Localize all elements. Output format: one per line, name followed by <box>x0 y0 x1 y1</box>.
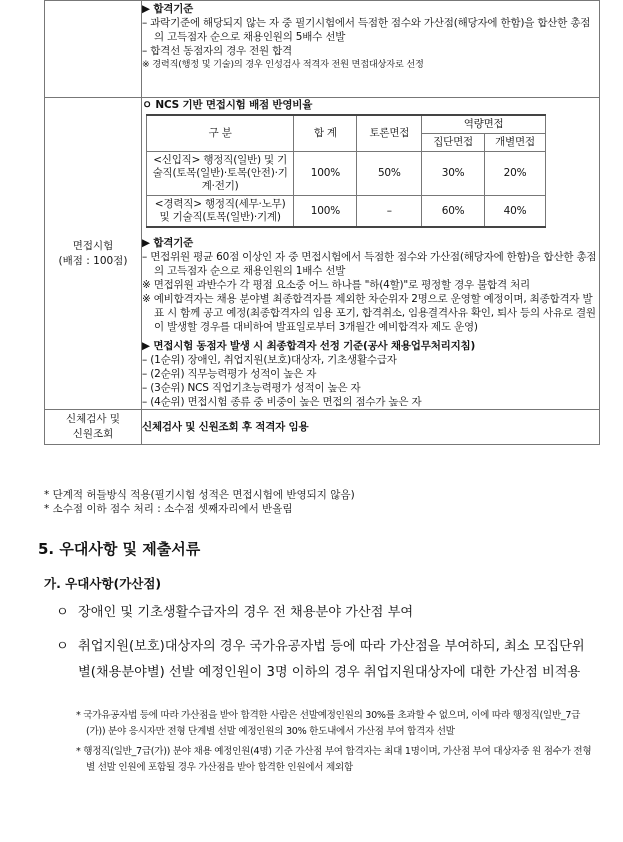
ratio-row-category: <신입직> 행정직(일반) 및 기술직(토목(일반)·토목(안전)·기계·전기) <box>147 152 294 196</box>
interview-pass-line: – 면접위원 평균 60점 이상인 자 중 면접시험에서 득점한 점수와 가산점(해당자에 한함)을 합산한 총점의 고득점자 순으로 채용인원의 1배수 선발 <box>142 251 597 277</box>
interview-label: 면접시험 <box>72 239 114 252</box>
written-exam-label-cell <box>45 1 142 98</box>
tie-break-heading: ▶ 면접시험 동점자 발생 시 최종합격자 선정 기준(공사 채용업무처리지침) <box>142 340 476 352</box>
interview-label-cell <box>45 98 142 410</box>
section-title: 5. 우대사항 및 제출서류 <box>38 540 201 558</box>
ratio-header-row-1 <box>147 115 546 134</box>
bullet-item <box>56 634 592 686</box>
ratio-header-total: 합 계 <box>294 115 357 152</box>
bullet-marker: ㅇ <box>56 605 69 620</box>
interview-ratio-table <box>146 114 546 228</box>
written-exam-row <box>45 1 600 98</box>
footnote: * 소수점 이하 점수 처리 : 소수점 셋째자리에서 반올림 <box>44 503 293 515</box>
ratio-row-individual: 40% <box>485 196 546 228</box>
written-pass-line-1: – 과락기준에 해당되지 않는 자 중 필기시험에서 득점한 점수와 가산점(해당자에 한함)을 합산한 총점의 고득점자 순으로 채용인원의 5배수 선발 <box>142 17 591 43</box>
ratio-header-debate: 토론면접 <box>357 115 422 152</box>
interview-row <box>45 98 600 410</box>
tie-break-line-3: – (3순위) NCS 직업기초능력평가 성적이 높은 자 <box>142 382 361 394</box>
ratio-row-total: 100% <box>294 196 357 228</box>
ratio-row-category: <경력직> 행정직(세무·노무) 및 기술직(토목(일반)·기계) <box>147 196 294 228</box>
check-label-1: 신체검사 및 <box>65 413 121 425</box>
written-pass-heading: ▶ 합격기준 <box>142 3 194 15</box>
interview-note-2: ※ 예비합격자는 채용 분야별 최종합격자를 제외한 차순위자 2명으로 운영할 예정이며, 최종합격자 발표 시 함께 공고 예정(최종합격자의 임용 포기, 합격취소, 임용결격사유 확인, 퇴사 등의 사유로 결원이 발생할 경우를 대비하여 발표일로부터 3개월간 예비합격자 제도 운영) <box>142 293 596 333</box>
bullet-text: 장애인 및 기초생활수급자의 경우 전 채용분야 가산점 부여 <box>78 605 414 620</box>
check-label-cell <box>45 410 142 445</box>
written-pass-line-2: – 합격선 동점자의 경우 전원 합격 <box>142 45 292 57</box>
ratio-row-individual: 20% <box>485 152 546 196</box>
ratio-row-total: 100% <box>294 152 357 196</box>
bullet-marker: ㅇ <box>56 639 69 654</box>
written-exam-criteria-cell <box>142 1 600 98</box>
preference-notes <box>76 708 596 780</box>
ratio-row-group: 60% <box>422 196 485 228</box>
subsection-title: 가. 우대사항(가산점) <box>44 576 162 591</box>
interview-score-label: (배점 : 100점) <box>58 254 128 267</box>
ratio-header-group: 집단면접 <box>422 134 485 152</box>
table-footnotes <box>44 488 355 516</box>
check-row <box>45 410 600 445</box>
written-pass-note: ※ 경력직(행정 및 기술)의 경우 인성검사 적격자 전원 면접대상자로 선정 <box>142 59 424 70</box>
interview-note-1: ※ 면접위원 과반수가 각 평점 요소중 어느 하나를 "하(4할)"로 평정할 경우 불합격 처리 <box>142 279 530 291</box>
ratio-heading: ㅇ NCS 기반 면접시험 배점 반영비율 <box>142 99 313 111</box>
ratio-row-group: 30% <box>422 152 485 196</box>
preference-note: * 국가유공자법 등에 따라 가산점을 받아 합격한 사람은 선발예정인원의 30%를 초과할 수 없으며, 이에 따라 행정직(일반_7급(가)) 분야 응시자만 전형 단계별 선발 예정인원의 30% 한도내에서 가산점 부여 합격자 선발 <box>76 710 581 737</box>
bullet-item <box>56 600 592 626</box>
check-text: 신체검사 및 신원조회 후 적격자 임용 <box>142 410 600 445</box>
interview-pass-heading: ▶ 합격기준 <box>142 237 194 249</box>
interview-criteria-cell <box>142 98 600 410</box>
ratio-row-debate: 50% <box>357 152 422 196</box>
ratio-header-individual: 개별면접 <box>485 134 546 152</box>
tie-break-line-4: – (4순위) 면접시험 종류 중 비중이 높은 면접의 점수가 높은 자 <box>142 396 422 408</box>
ratio-row-new-hire <box>147 152 546 196</box>
ratio-row-debate: – <box>357 196 422 228</box>
ratio-header-competency: 역량면접 <box>422 115 546 134</box>
footnote: * 단계적 허들방식 적용(필기시험 성적은 면접시험에 반영되지 않음) <box>44 489 355 501</box>
tie-break-line-1: – (1순위) 장애인, 취업지원(보호)대상자, 기초생활수급자 <box>142 354 397 366</box>
check-label-2: 신원조회 <box>72 428 114 440</box>
ratio-row-experienced <box>147 196 546 228</box>
selection-criteria-table <box>44 0 600 445</box>
preference-note: * 행정직(일반_7급(가)) 분야 채용 예정인원(4명) 기준 가산점 부여 합격자는 최대 1명이며, 가산점 부여 대상자중 원 점수가 전형별 선발 인원에 포함될 경우 가산점을 받아 합격한 인원에서 제외함 <box>76 746 592 773</box>
preference-bullets <box>56 600 592 686</box>
tie-break-line-2: – (2순위) 직무능력평가 성적이 높은 자 <box>142 368 317 380</box>
ratio-header-category: 구 분 <box>147 115 294 152</box>
bullet-text: 취업지원(보호)대상자의 경우 국가유공자법 등에 따라 가산점을 부여하되, 최소 모집단위별(채용분야별) 선발 예정인원이 3명 이하의 경우 취업지원대상자에 대한 가산점 비적용 <box>78 639 585 680</box>
